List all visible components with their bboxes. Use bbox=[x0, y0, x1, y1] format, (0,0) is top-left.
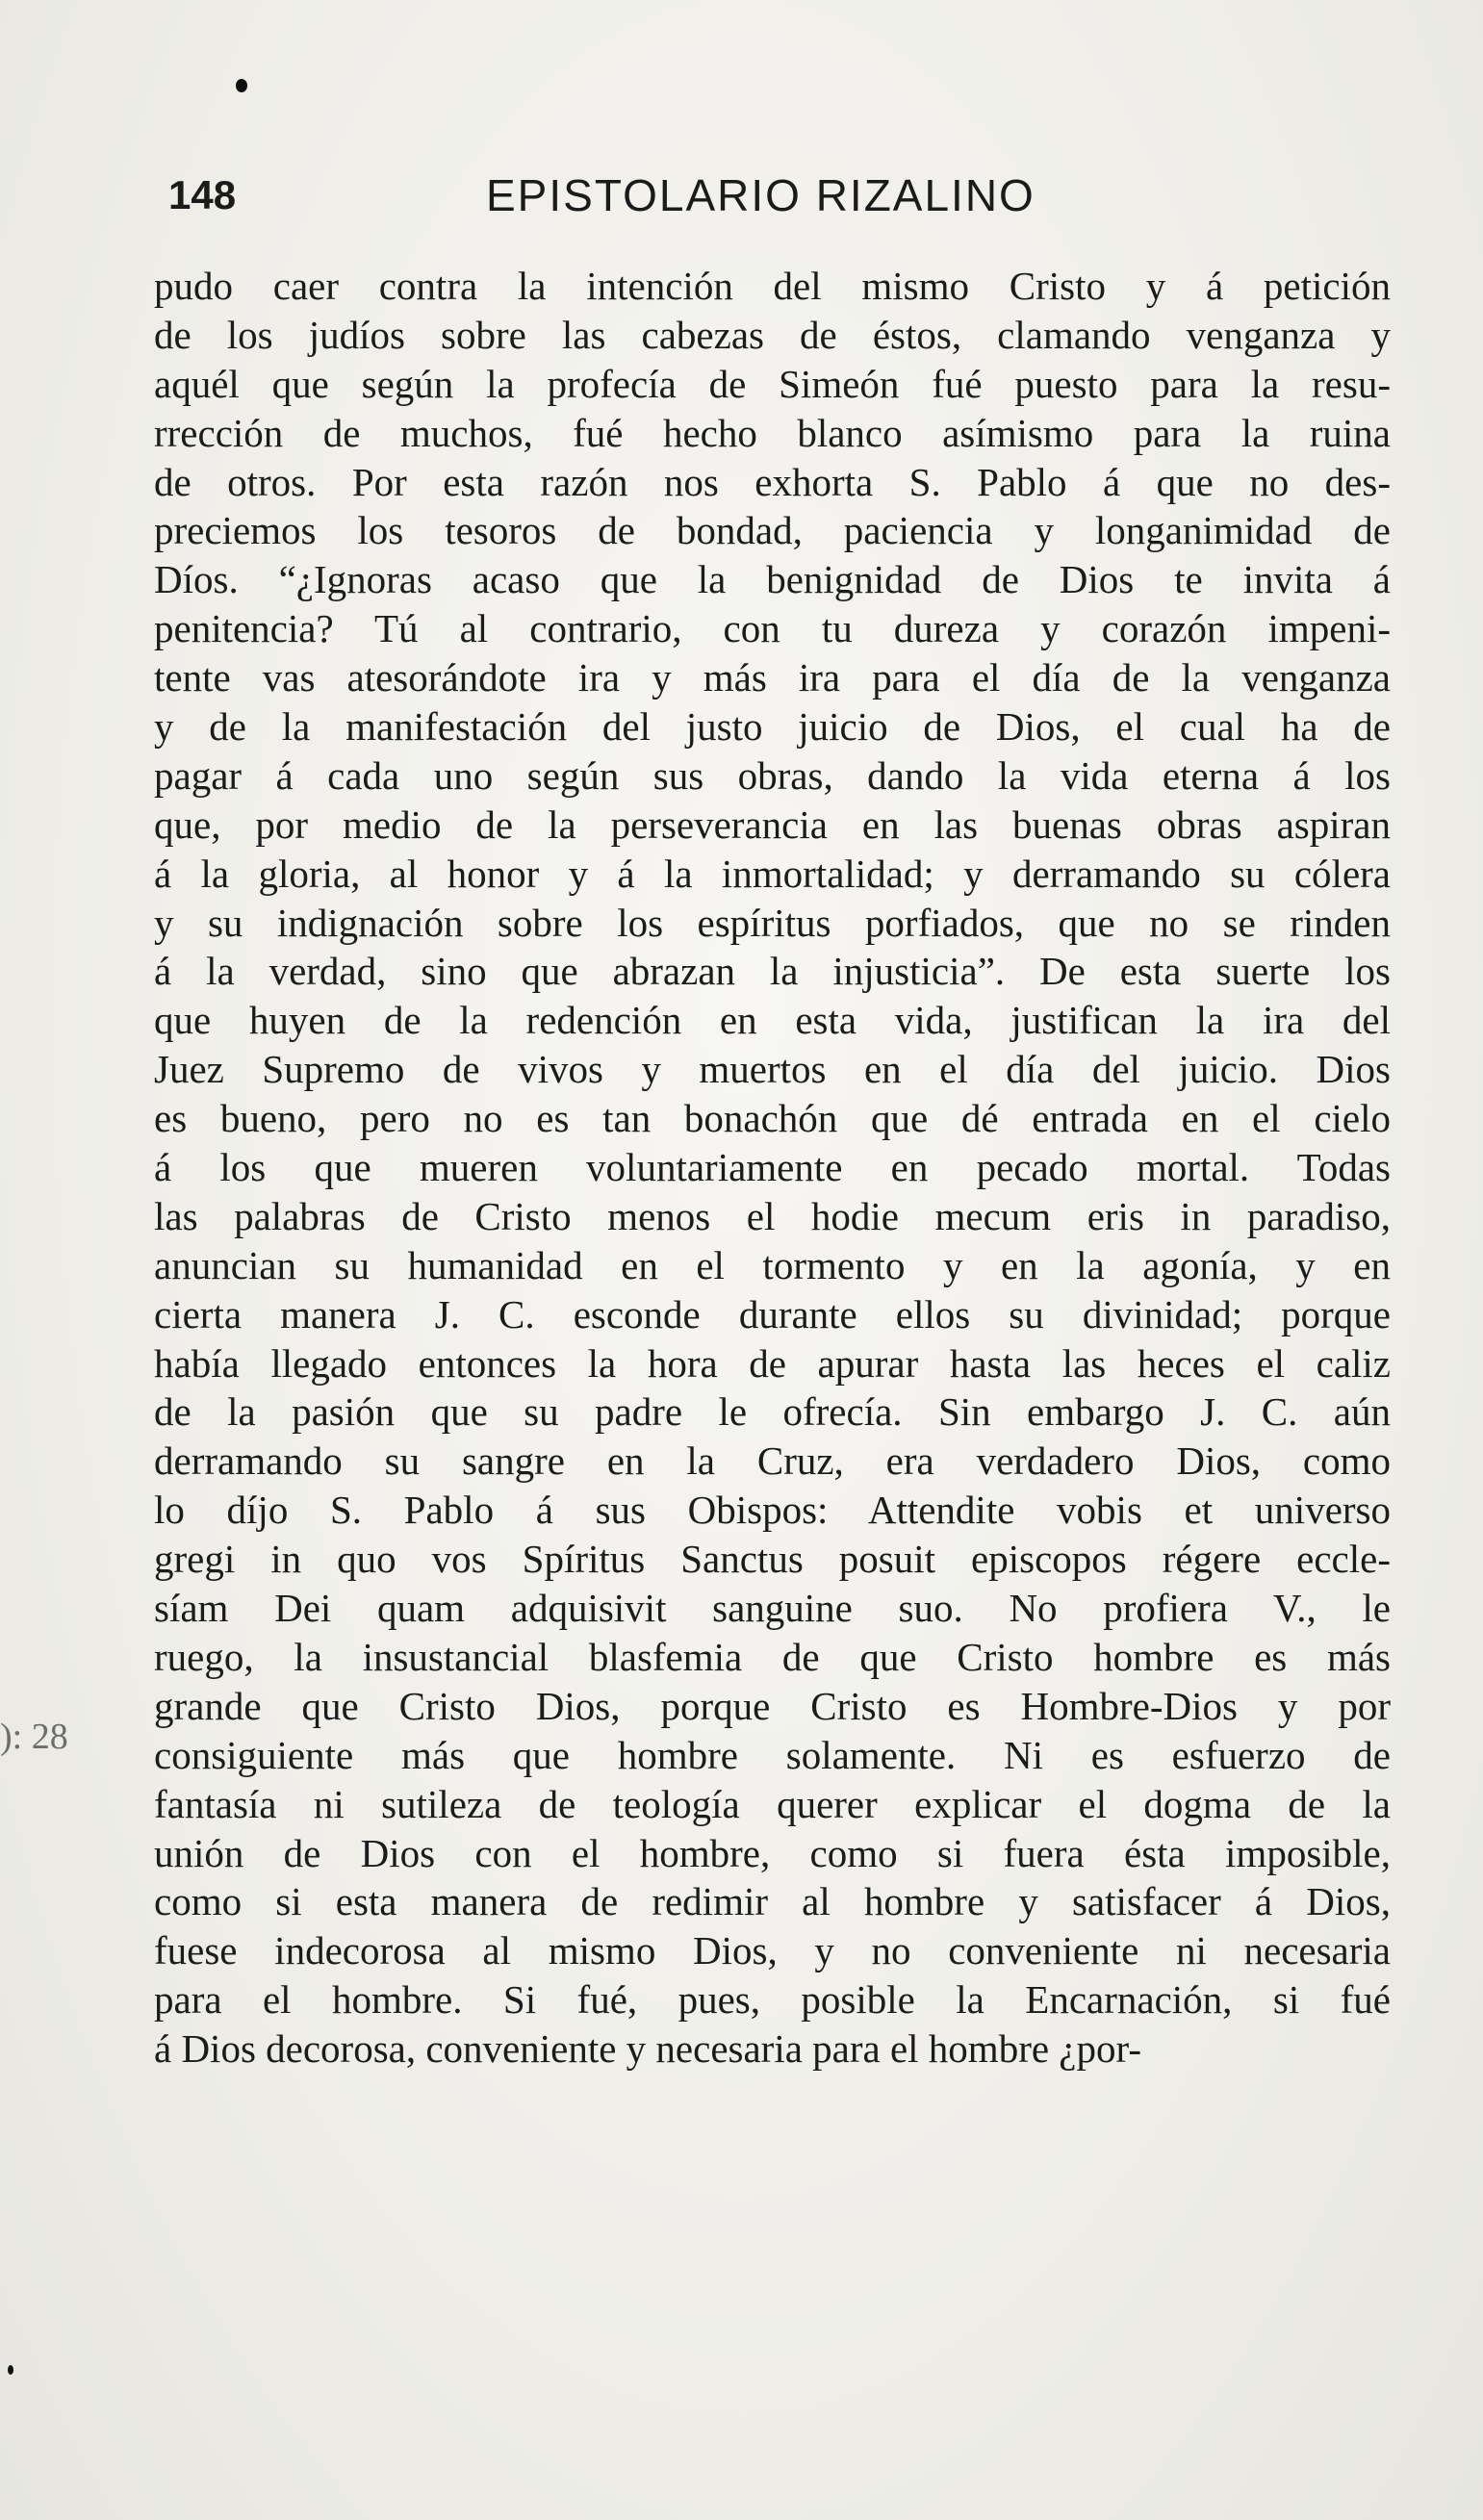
ink-speck-top bbox=[236, 79, 247, 92]
text-line: pudo caer contra la intención del mismo Cristo y á petición bbox=[154, 264, 1391, 308]
page-header bbox=[168, 162, 1419, 229]
text-line: tente vas atesorándote ira y más ira para el día de la venganza bbox=[154, 655, 1391, 700]
text-line: de la pasión que su padre le ofrecía. Sin embargo J. C. aún bbox=[154, 1389, 1391, 1435]
text-line: pagar á cada uno según sus obras, dando la vida eterna á los bbox=[154, 752, 1391, 798]
text-line: á la gloria, al honor y á la inmortalidad; y derramando su cólera bbox=[154, 851, 1391, 896]
text-line: anuncian su humanidad en el tormento y en la agonía, y en bbox=[154, 1242, 1391, 1287]
text-line: penitencia? Tú al contrario, con tu dureza y corazón impeni- bbox=[154, 606, 1391, 651]
text-line: y de la manifestación del justo juicio de Dios, el cual ha de bbox=[154, 704, 1391, 750]
text-line: es bueno, pero no es tan bonachón que dé entrada en el cielo bbox=[154, 1096, 1391, 1141]
text-line: Juez Supremo de vivos y muertos en el día del juicio. Dios bbox=[154, 1047, 1391, 1092]
body-text bbox=[154, 262, 1391, 2074]
text-line: derramando su sangre en la Cruz, era verdadero Dios, como bbox=[154, 1438, 1391, 1484]
text-line: cierta manera J. C. esconde durante ellos su divinidad; porque bbox=[154, 1291, 1391, 1336]
text-line: gregi in quo vos Spíritus Sanctus posuit episcopos régere eccle- bbox=[154, 1537, 1391, 1582]
text-line: y su indignación sobre los espíritus porfiados, que no se rinden bbox=[154, 900, 1391, 945]
text-line: rrección de muchos, fué hecho blanco asímismo para la ruina bbox=[154, 410, 1391, 455]
text-line: ruego, la insustancial blasfemia de que Cristo hombre es más bbox=[154, 1634, 1391, 1679]
text-line: á Dios decorosa, conveniente y necesaria para el hombre ¿por- bbox=[154, 2026, 1141, 2072]
text-line: síam Dei quam adquisivit sanguine suo. No profiera V., le bbox=[154, 1586, 1391, 1631]
text-line: Díos. “¿Ignoras acaso que la benignidad de Dios te invita á bbox=[154, 557, 1391, 602]
text-line: unión de Dios con el hombre, como si fuera ésta imposible, bbox=[154, 1830, 1391, 1875]
text-line: de otros. Por esta razón nos exhorta S. Pablo á que no des- bbox=[154, 459, 1391, 504]
text-line: lo díjo S. Pablo á sus Obispos: Attendite vobis et universo bbox=[154, 1488, 1391, 1533]
text-line: fantasía ni sutileza de teología querer explicar el dogma de la bbox=[154, 1781, 1391, 1826]
text-line: que, por medio de la perseverancia en las buenas obras aspiran bbox=[154, 802, 1391, 847]
text-line: para el hombre. Si fué, pues, posible la Encarnación, si fué bbox=[154, 1977, 1391, 2023]
text-line: á la verdad, sino que abrazan la injusticia”. De esta suerte los bbox=[154, 949, 1391, 994]
text-line: preciemos los tesoros de bondad, paciencia y longanimidad de bbox=[154, 508, 1391, 553]
ink-speck-bottom bbox=[8, 2365, 13, 2375]
page-number: 148 bbox=[168, 172, 237, 217]
text-line: de los judíos sobre las cabezas de éstos, clamando venganza y bbox=[154, 312, 1391, 357]
text-line: como si esta manera de redimir al hombre y satisfacer á Dios, bbox=[154, 1879, 1391, 1924]
running-head-title: EPISTOLARIO RIZALINO bbox=[486, 170, 1036, 220]
text-line: aquél que según la profecía de Simeón fué puesto para la resu- bbox=[154, 361, 1391, 406]
text-line: fuese indecorosa al mismo Dios, y no conveniente ni necesaria bbox=[154, 1928, 1391, 1973]
text-line: había llegado entonces la hora de apurar hasta las heces el caliz bbox=[154, 1340, 1391, 1386]
text-line: consiguiente más que hombre solamente. Ni es esfuerzo de bbox=[154, 1732, 1391, 1777]
margin-annotation: ): 28 bbox=[0, 1717, 68, 1757]
text-line: que huyen de la redención en esta vida, justifican la ira del bbox=[154, 998, 1391, 1043]
text-line: á los que mueren voluntariamente en pecado mortal. Todas bbox=[154, 1145, 1391, 1190]
text-line: grande que Cristo Dios, porque Cristo es Hombre-Dios y por bbox=[154, 1683, 1391, 1728]
text-line: las palabras de Cristo menos el hodie mecum eris in paradiso, bbox=[154, 1193, 1391, 1238]
